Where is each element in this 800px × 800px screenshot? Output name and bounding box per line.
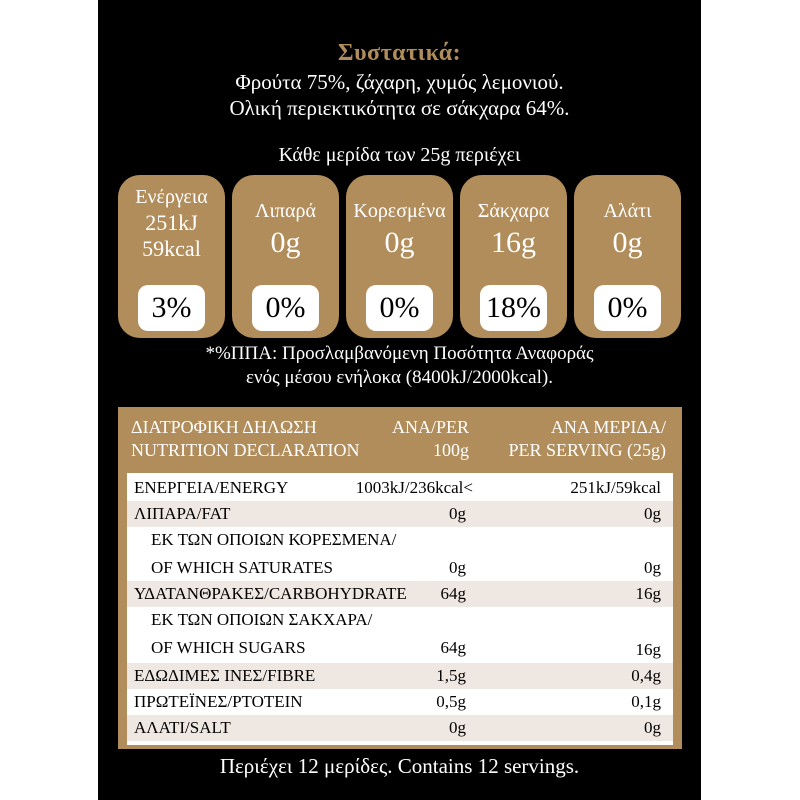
nutrient-name: ΠΡΩΤΕΪΝΕΣ/PTOTEIN <box>134 692 303 711</box>
col-header-per-serving: ΑΝΑ ΜΕΡΙΔΑ/ <box>550 417 666 437</box>
value-per100: 64g <box>440 584 466 603</box>
table-row-energy <box>127 475 673 501</box>
table-title-en: NUTRITION DECLARATION <box>131 440 360 460</box>
gda-label: Αλάτι <box>603 200 652 222</box>
table-row-sugars <box>127 607 673 661</box>
gda-label: Λιπαρά <box>255 200 316 222</box>
gda-value-kcal: 59kcal <box>142 236 201 261</box>
gda-value: 251kJ <box>145 210 198 235</box>
table-row-fibre <box>127 663 673 689</box>
value-per-serving: 251kJ/59kcal <box>570 478 661 497</box>
nutrient-name: ΑΛΑΤΙ/SALT <box>134 718 231 737</box>
ingredients-line: Φρούτα 75%, ζάχαρη, χυμός λεμονιού. <box>235 70 564 94</box>
gda-percent: 18% <box>480 285 547 331</box>
serving-heading: Κάθε μερίδα των 25g περιέχει <box>278 144 521 166</box>
gda-card-fat <box>232 175 339 338</box>
gda-value: 0g <box>270 226 301 259</box>
value-per-serving: 0,4g <box>631 666 661 685</box>
table-body <box>127 473 673 745</box>
gda-card-sugars <box>460 175 567 338</box>
nutrient-name: ΕΚ ΤΩΝ ΟΠΟΙΩΝ ΣΑΚΧΑΡΑ/ <box>151 610 373 629</box>
nutrition-table <box>118 407 682 749</box>
value-per-serving: 0g <box>644 718 661 737</box>
gda-percent: 0% <box>252 285 319 331</box>
gda-percent: 3% <box>138 285 205 331</box>
table-row-saturates <box>127 527 673 581</box>
reference-intake-note-line2: ενός μέσου ενήλοκα (8400kJ/2000kcal). <box>246 367 553 388</box>
value-per100: 1003kJ/236kcal< <box>355 478 473 497</box>
nutrient-name: ΥΔΑΤΑΝΘΡΑΚΕΣ/CARBOHYDRATE <box>134 584 407 603</box>
gda-value: 0g <box>612 226 643 259</box>
value-per-serving: 0g <box>644 504 661 523</box>
sugar-content-line: Ολική περιεκτικότητα σε σάκχαρα 64%. <box>229 96 570 120</box>
table-row-salt <box>127 715 673 741</box>
gda-percent: 0% <box>594 285 661 331</box>
value-per100: 1,5g <box>436 666 466 685</box>
value-per100: 64g <box>440 638 466 657</box>
col-header-per100: ΑΝΑ/PER <box>391 417 469 437</box>
table-row-carbohydrate <box>127 581 673 607</box>
gda-card-salt <box>574 175 681 338</box>
value-per-serving: 0g <box>644 558 661 577</box>
table-row-protein <box>127 689 673 715</box>
nutrient-name: ΛΙΠΑΡΑ/FAT <box>134 504 231 523</box>
value-per100: 0g <box>449 558 466 577</box>
table-title-gr: ΔΙΑΤΡΟΦΙΚΗ ΔΗΛΩΣΗ <box>131 417 317 437</box>
gda-value: 0g <box>384 226 415 259</box>
label-panel <box>98 0 701 800</box>
gda-percent: 0% <box>366 285 433 331</box>
col-header-per-serving-unit: PER SERVING (25g) <box>508 440 666 460</box>
gda-value: 16g <box>491 226 536 259</box>
ingredients-title: Συστατικά: <box>337 40 462 66</box>
reference-intake-note: *%ΠΠΑ: Προσλαμβανόμενη Ποσότητα Αναφοράς <box>205 343 594 364</box>
gda-label: Σάκχαρα <box>477 200 550 222</box>
gda-label: Κορεσμένα <box>353 200 446 222</box>
nutrient-name: ΕΔΩΔΙΜΕΣ ΙΝΕΣ/FIBRE <box>134 666 316 685</box>
gda-card-saturates <box>346 175 453 338</box>
value-per-serving: 16g <box>635 584 661 603</box>
nutrient-name-en: OF WHICH SUGARS <box>151 638 306 657</box>
value-per-serving: 16g <box>635 640 661 659</box>
value-per100: 0g <box>449 504 466 523</box>
nutrient-name: ΕΚ ΤΩΝ ΟΠΟΙΩΝ ΚΟΡΕΣΜΕΝΑ/ <box>151 530 397 549</box>
col-header-per100-unit: 100g <box>433 440 469 460</box>
servings-count-footer: Περιέχει 12 μερίδες. Contains 12 servings. <box>219 754 580 778</box>
gda-card-energy <box>118 175 225 338</box>
gda-label: Ενέργεια <box>135 186 208 208</box>
nutrient-name: ΕΝΕΡΓΕΙΑ/ENERGY <box>134 478 289 497</box>
value-per100: 0g <box>449 718 466 737</box>
nutrient-name-en: OF WHICH SATURATES <box>151 558 333 577</box>
value-per-serving: 0,1g <box>631 692 661 711</box>
table-row-fat <box>127 501 673 527</box>
value-per100: 0,5g <box>436 692 466 711</box>
